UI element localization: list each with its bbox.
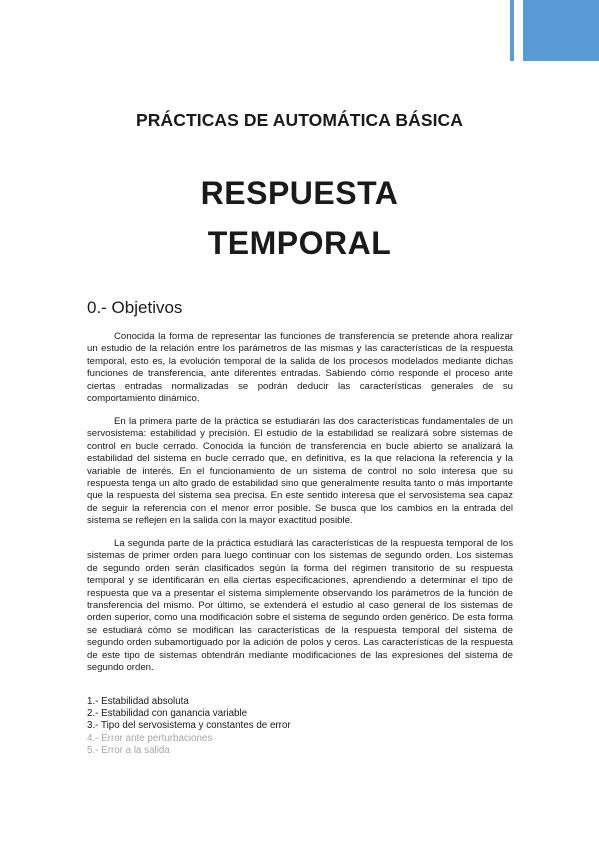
paragraph-stability: En la primera parte de la práctica se estudiarán las dos características fundamentales de un servosistema: estabilidad y precisión. El estudio de la estabilidad se realizará sobre sistemas de control en bucle cerrado. Conocida la función de transferencia en bucle abierto se analizará la estabilidad del sistema en bucle cerrado que, en definitiva, es la que relaciona la referencia y la variable de interés. En el funcionamiento de un sistema de control no solo interesa que su respuesta tenga un alto grado de estabilidad sino que generalmente resulta tanto o más importante que la respuesta del sistema sea precisa. En este sentido interesa que el servosistema sea capaz de seguir la referencia con el menor error posible. Se busca que los cambios en la entrada del sistema se reflejen en la salida con la mayor exactitud posible. [87,416,513,527]
list-item: 1.- Estabilidad absoluta [87,696,189,707]
title-line-2: TEMPORAL [207,225,392,261]
list-item: 2.- Estabilidad con ganancia variable [87,708,248,720]
accent-bar-thin [510,0,514,61]
paragraph-intro: Conocida la forma de representar las funciones de transferencia se pretende ahora realizar un estudio de la relación entre los parámetros de las mismas y las características de la respuesta temporal, esto es, la evolución temporal de la salida de los procesos modelados mediante dichas funciones de transferencia, ante diferentes entradas. Sabiendo cómo responde el proceso ante ciertas entradas normalizadas se podrán deducir las características generales de su comportamiento dinámico. [87,331,513,405]
list-item: 5.- Error a la salida [87,744,170,756]
accent-bar-wide [523,0,599,61]
contents-list [87,696,291,757]
list-item: 3.- Tipo del servosistema y constantes de error [87,720,291,732]
title-line-1: RESPUESTA [200,175,399,211]
document-series: PRÁCTICAS DE AUTOMÁTICA BÁSICA [135,110,464,130]
corner-decoration [510,0,599,61]
section-title: 0.- Objetivos [87,298,183,317]
list-item: 4.- Error ante perturbaciones [87,732,213,744]
document-title [0,168,599,268]
paragraph-temporal-response: La segunda parte de la práctica estudiará las características de la respuesta temporal de los sistemas de primer orden para luego continuar con los sistemas de segundo orden. Los sistemas de segundo orden serán clasificados según la forma del régimen transitorio de su respuesta temporal y se identificarán en ella ciertas especificaciones, aprendiendo a determinar el tipo de respuesta que va a presentar el sistema simplemente observando los parámetros de la función de transferencia del mismo. Por último, se extenderá el estudio al caso general de los sistemas de orden superior, como una modificación sobre el sistema de segundo orden genérico. De esta forma se estudiará cómo se modifican las características de la respuesta temporal del sistema de segundo orden subamortiguado por la adición de polos y ceros. Las características de la respuesta de este tipo de sistemas obtendrán mediante modificaciones de las expresiones del sistema de segundo orden. [87,538,513,674]
